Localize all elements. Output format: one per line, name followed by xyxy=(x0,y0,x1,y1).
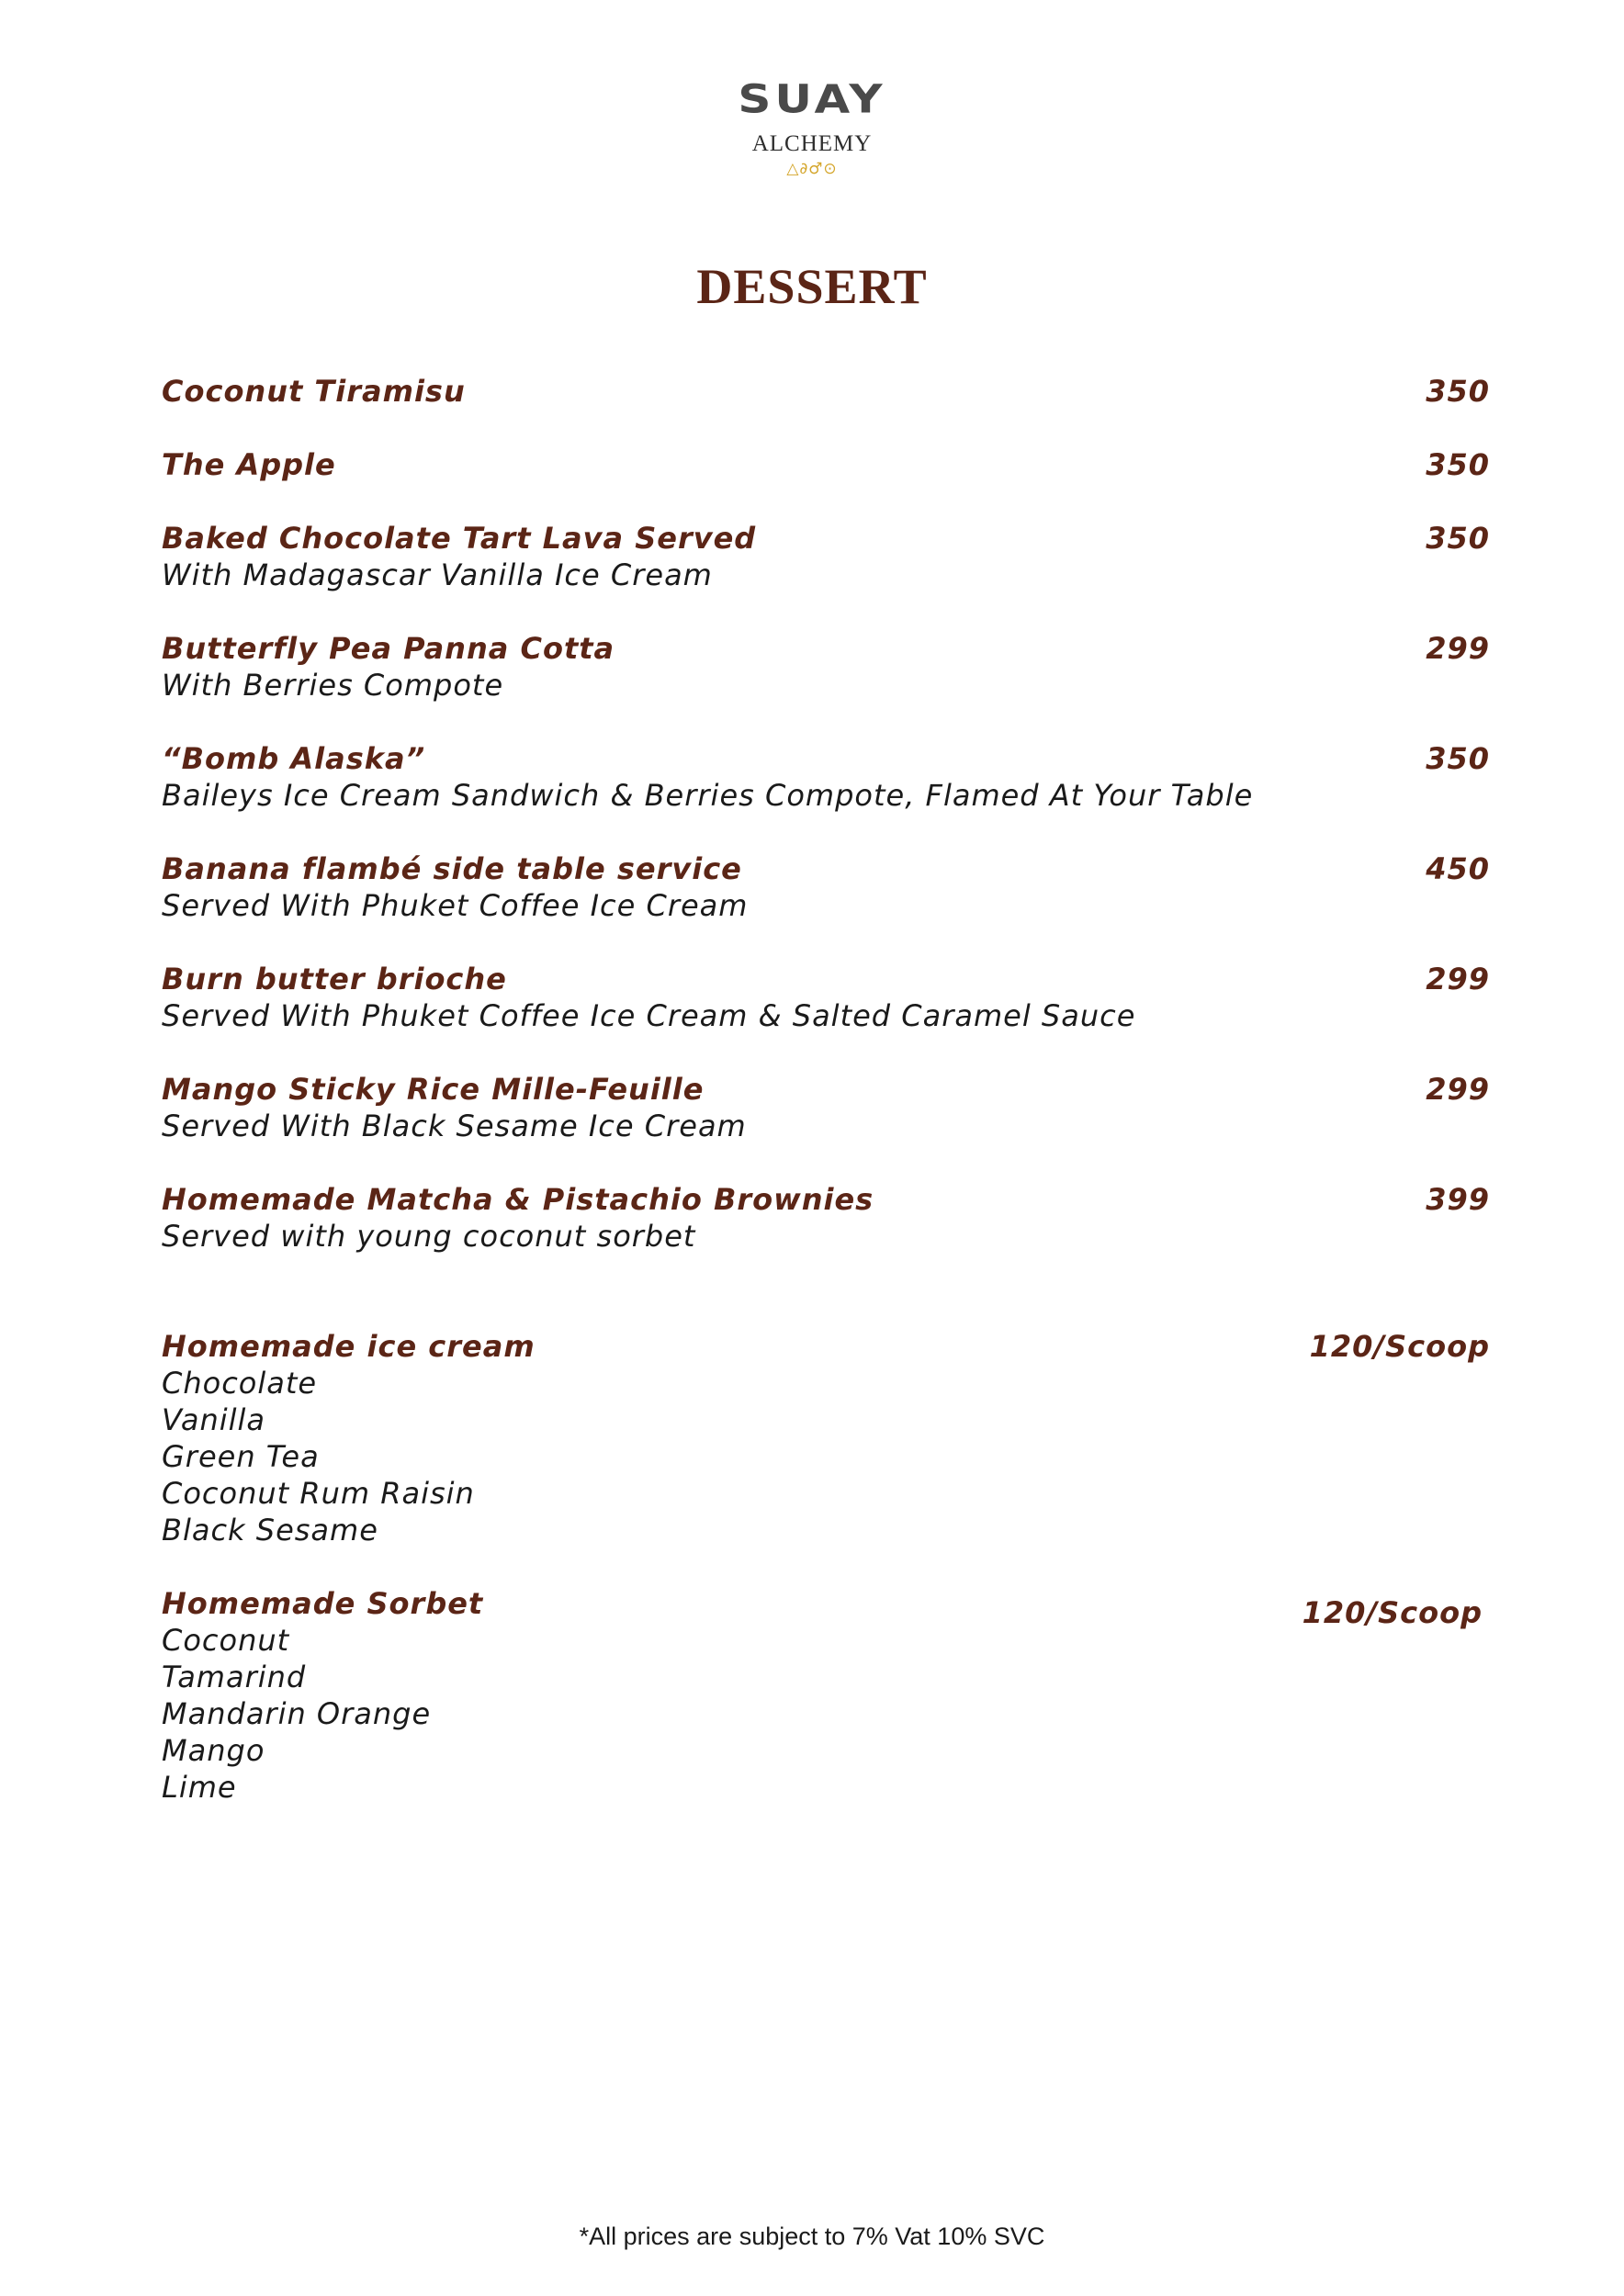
menu-item-description: With Berries Compote xyxy=(162,668,504,703)
ice-cream-price: 120/Scoop xyxy=(1309,1329,1490,1364)
flavor-item: Mandarin Orange xyxy=(162,1696,432,1731)
menu-item-name: Coconut Tiramisu xyxy=(162,374,466,409)
menu-item xyxy=(162,961,1490,1034)
sorbet-title: Homemade Sorbet xyxy=(162,1586,484,1621)
flavor-item: Vanilla xyxy=(162,1402,266,1437)
logo-glyphs: △∂♂⊙ xyxy=(786,160,838,178)
brand-logo xyxy=(0,73,1624,178)
menu-item-price: 299 xyxy=(1426,962,1490,996)
menu-item xyxy=(162,520,1490,593)
menu-item-price: 350 xyxy=(1426,374,1490,409)
menu-item-name: Mango Sticky Rice Mille-Feuille xyxy=(162,1072,705,1107)
menu-item-description: Served With Phuket Coffee Ice Cream & Salted Caramel Sauce xyxy=(162,998,1136,1033)
menu-item-price: 399 xyxy=(1426,1182,1490,1217)
menu-item-description: Baileys Ice Cream Sandwich & Berries Compote, Flamed At Your Table xyxy=(162,778,1254,813)
menu-item-price: 299 xyxy=(1426,1072,1490,1107)
logo-subtitle: ALCHEMY xyxy=(751,131,873,156)
menu-item-description: Served with young coconut sorbet xyxy=(162,1219,696,1254)
menu-item-name: Burn butter brioche xyxy=(162,962,507,996)
sorbet-flavor-list xyxy=(162,1622,1490,1806)
sorbet-price: 120/Scoop xyxy=(1302,1595,1483,1630)
menu-item xyxy=(162,1071,1490,1144)
dessert-menu-list xyxy=(162,373,1490,1291)
flavor-item: Mango xyxy=(162,1733,265,1768)
menu-item-name: Homemade Matcha & Pistachio Brownies xyxy=(162,1182,874,1217)
menu-item-description: With Madagascar Vanilla Ice Cream xyxy=(162,557,713,592)
menu-item-name: Butterfly Pea Panna Cotta xyxy=(162,631,615,666)
flavor-item: Lime xyxy=(162,1770,237,1805)
menu-item xyxy=(162,740,1490,814)
menu-item-name: Banana flambé side table service xyxy=(162,851,742,886)
menu-item xyxy=(162,446,1490,483)
menu-item-description: Served With Black Sesame Ice Cream xyxy=(162,1109,747,1143)
menu-item xyxy=(162,630,1490,703)
menu-item-price: 299 xyxy=(1426,631,1490,666)
menu-item-price: 350 xyxy=(1426,521,1490,556)
menu-item-name: “Bomb Alaska” xyxy=(162,741,426,776)
price-disclaimer: *All prices are subject to 7% Vat 10% SVC xyxy=(579,2223,1045,2250)
flavor-item: Tamarind xyxy=(162,1660,307,1694)
menu-item-price: 350 xyxy=(1426,741,1490,776)
flavor-item: Black Sesame xyxy=(162,1513,378,1548)
logo-name: SUAY xyxy=(738,76,886,122)
menu-item-price: 350 xyxy=(1426,447,1490,482)
menu-item-price: 450 xyxy=(1426,851,1490,886)
flavor-item: Green Tea xyxy=(162,1439,320,1474)
menu-item xyxy=(162,850,1490,924)
ice-cream-title: Homemade ice cream xyxy=(162,1329,536,1364)
flavor-item: Coconut xyxy=(162,1623,290,1658)
flavor-item: Chocolate xyxy=(162,1366,318,1401)
menu-item xyxy=(162,373,1490,410)
ice-cream-flavor-list xyxy=(162,1365,1490,1548)
menu-item-name: The Apple xyxy=(162,447,336,482)
ice-cream-section xyxy=(162,1328,1490,1548)
sorbet-section xyxy=(162,1585,1490,1806)
menu-item-name: Baked Chocolate Tart Lava Served xyxy=(162,521,757,556)
menu-item xyxy=(162,1181,1490,1255)
page-title: DESSERT xyxy=(696,259,928,314)
flavor-item: Coconut Rum Raisin xyxy=(162,1476,475,1511)
menu-item-description: Served With Phuket Coffee Ice Cream xyxy=(162,888,749,923)
